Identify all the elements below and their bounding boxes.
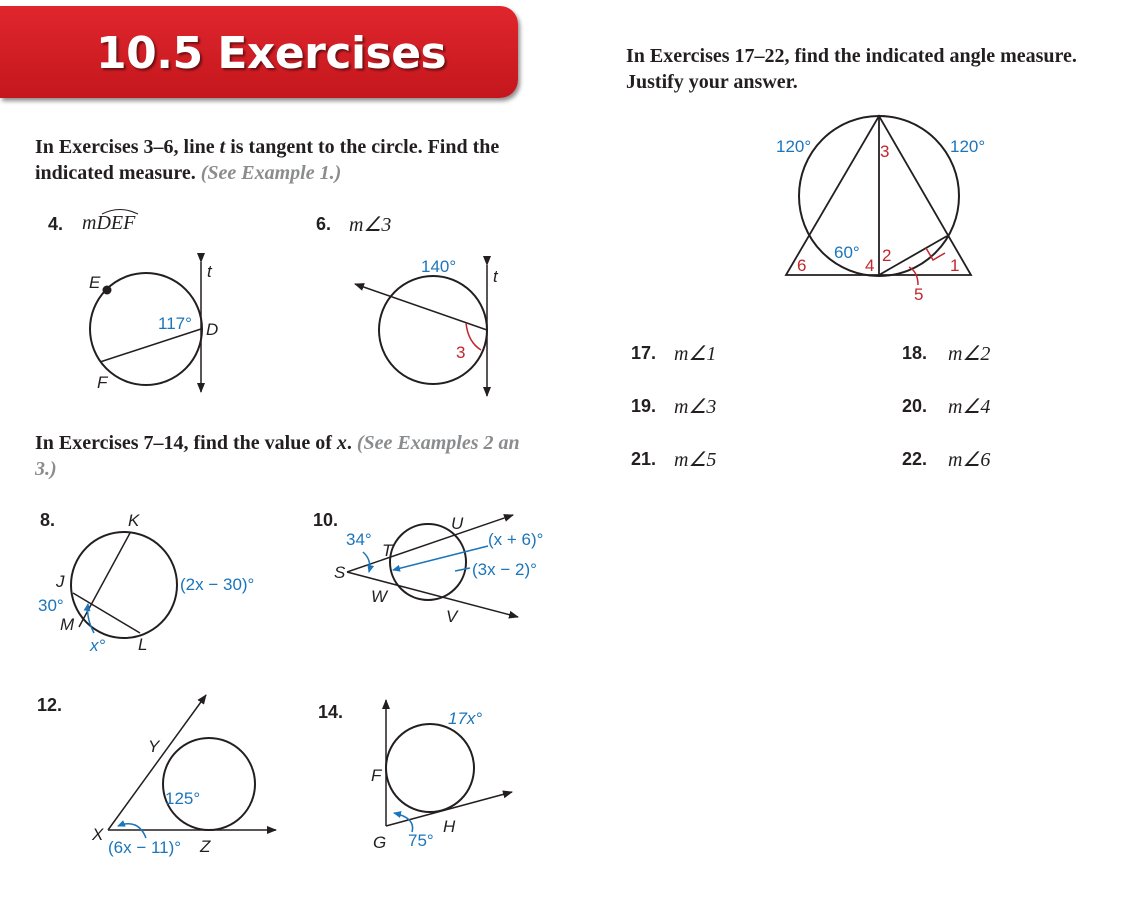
label-u: U [451,514,464,533]
angle-75-label: 75° [408,831,434,850]
label-e: E [89,273,101,292]
angle-3-label: 3 [880,142,890,161]
exercise-10-number: 10. [313,510,339,530]
exercise-21-expression: m∠5 [674,449,717,471]
instr-text: indicated measure. [35,162,196,184]
instr-text: Justify your answer. [626,71,798,93]
exercise-6-expression: m∠3 [349,214,392,236]
exercise-18-expression: m∠2 [948,343,991,365]
chord-df [100,329,201,362]
figure-12 [91,695,276,857]
arc-expression: (2x − 30)° [180,575,255,594]
arc-expression-2: (3x − 2)° [472,560,537,579]
chord-jl [73,593,140,633]
label-f: F [371,766,382,785]
exercise-17-number: 17. [631,343,657,363]
label-t: t [493,267,498,286]
label-x: X [92,825,104,844]
exercise-20-expression: m∠4 [948,396,991,418]
exercise-22-number: 22. [902,449,928,469]
label-z: Z [200,837,211,856]
arc-60-label: 60° [834,243,860,262]
example-reference: (See Examples 2 an [356,432,520,454]
exercise-6-number: 6. [316,214,332,234]
angle-1-label: 1 [950,256,960,275]
arc-120-left: 120° [776,137,812,156]
label-t: T [382,541,393,560]
label-h: H [443,817,456,836]
label-w: W [371,587,388,606]
arc-measure: 140° [421,257,457,276]
circle [163,738,255,830]
figure-14 [371,700,512,852]
label-j: J [56,572,65,591]
label-l: L [138,635,148,654]
label-v: V [446,607,458,626]
circle [386,724,474,812]
angle-4-label: 4 [865,256,875,275]
arc-measure: 125° [165,789,201,808]
exercise-4-number: 4. [48,214,64,234]
instr-text: In Exercises 7–14, find the value of [35,432,332,454]
angle-x-label: x° [90,636,106,655]
label-s: S [334,563,346,582]
arc-measure: 117° [158,314,192,333]
angle-expression: (6x − 11)° [108,838,182,857]
instr-text: In Exercises 17–22, find the indicated angle measure. [626,45,1077,67]
point-e [103,286,112,295]
instr-var-x: x [336,432,347,454]
exercise-14-number: 14. [318,702,344,722]
exercise-8-number: 8. [40,510,56,530]
example-reference: 3.) [35,458,57,480]
instr-var-t: t [219,136,226,158]
figure-17-22 [776,116,985,304]
figure-8 [38,511,254,655]
arc-measure: 30° [38,596,64,615]
figure-10 [334,514,543,626]
section-title: 10.5 Exercises [96,28,447,79]
label-f: F [97,373,108,392]
label-t: t [207,262,212,281]
instr-text: In Exercises 3–6, line [35,136,215,158]
angle-x-arrow [118,824,146,838]
exercise-19-expression: m∠3 [674,396,717,418]
tangent-xy [108,695,206,830]
exercise-18-number: 18. [902,343,928,363]
figure-6 [355,257,499,396]
label-m: M [60,615,75,634]
arc-120-right: 120° [950,137,986,156]
label-k: K [128,511,140,530]
secant-ray [355,284,487,330]
arc-expression-1: (x + 6)° [488,530,544,549]
angle-6-label: 6 [797,256,807,275]
exercise-21-number: 21. [631,449,657,469]
example-reference: (See Example 1.) [200,162,342,184]
arc-expression: 17x° [448,709,483,728]
exercise-4-expression: mDEF [82,212,136,234]
label-y: Y [148,737,160,756]
exercise-17-expression: m∠1 [674,343,717,365]
angle-5-label: 5 [914,285,924,304]
label-d: D [206,320,219,339]
instr-text: is tangent to the circle. Find the [230,136,500,158]
figure-4 [89,262,218,392]
angle-2-label: 2 [882,246,892,265]
exercise-12-number: 12. [37,695,63,715]
circle [71,532,177,638]
angle-34-label: 34° [346,530,372,549]
arc-2-arrow [455,568,470,571]
circle [379,276,487,384]
exercise-20-number: 20. [902,396,928,416]
exercise-19-number: 19. [631,396,657,416]
label-g: G [373,833,387,852]
angle-3-label: 3 [456,343,466,362]
angle-34-arrow [363,552,370,572]
instr-text: . [346,432,352,454]
exercise-22-expression: m∠6 [948,449,991,471]
